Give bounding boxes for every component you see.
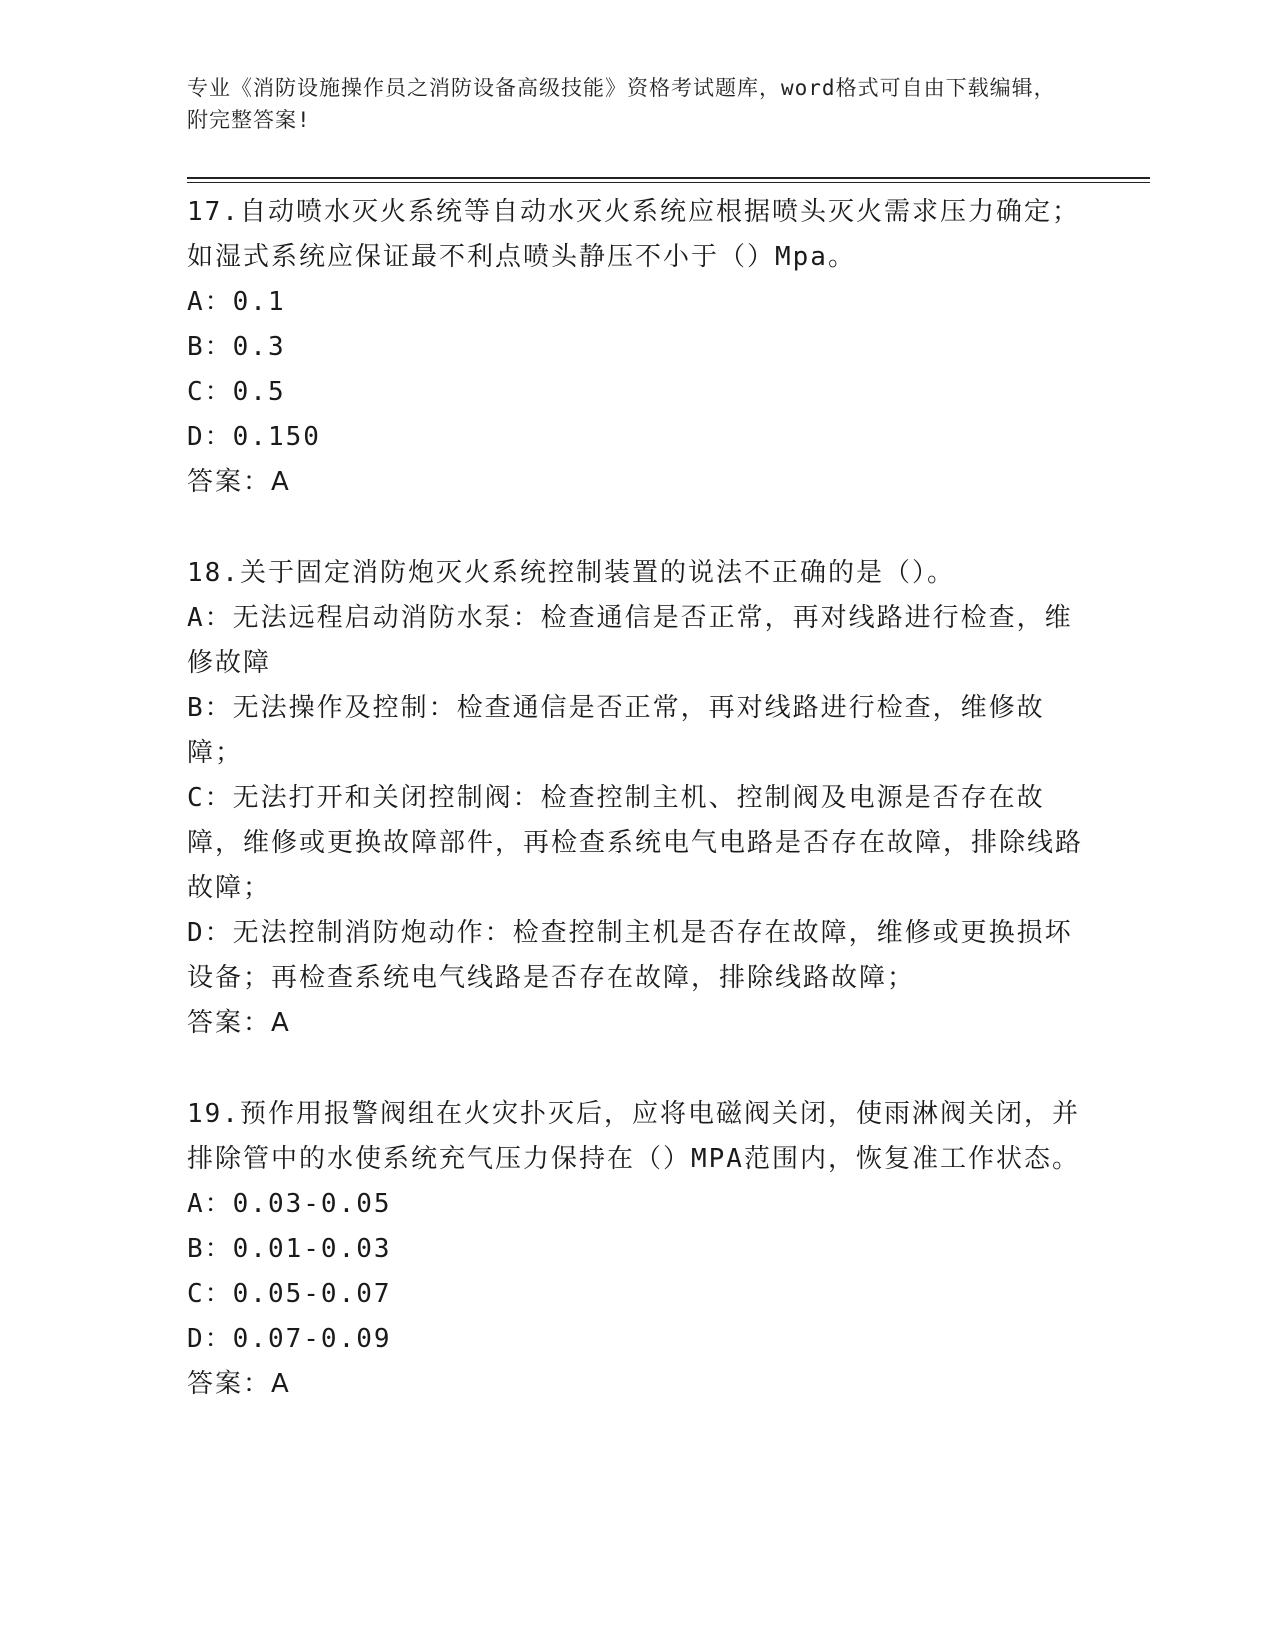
- option-d: D：0.07-0.09: [187, 1324, 392, 1354]
- option-a: A：0.1: [187, 287, 286, 317]
- option-c: C：无法打开和关闭控制阀：检查控制主机、控制阀及电源是否存在故障，维修或更换故障部件，再检查系统电气电路是否存在故障，排除线路故障；: [187, 783, 1084, 903]
- option-b: B：无法操作及控制：检查通信是否正常，再对线路进行检查，维修故障；: [187, 693, 1045, 768]
- option-b: B：0.3: [187, 332, 286, 362]
- option-a: A：无法远程启动消防水泵：检查通信是否正常，再对线路进行检查，维修故障: [187, 603, 1073, 678]
- header-divider-thick: [187, 177, 1150, 179]
- option-b: B：0.01-0.03: [187, 1234, 392, 1264]
- question-stem: 17.自动喷水灭火系统等自动水灭火系统应根据喷头灭火需求压力确定；如湿式系统应保证最不利点喷头静压不小于（）Mpa。: [187, 197, 1080, 272]
- answer: 答案：A: [187, 1369, 291, 1399]
- question-list: [187, 190, 1087, 1453]
- header-divider-thin: [187, 182, 1150, 183]
- option-c: C：0.5: [187, 377, 286, 407]
- option-c: C：0.05-0.07: [187, 1279, 392, 1309]
- document-header: 专业《消防设施操作员之消防设备高级技能》资格考试题库，word格式可自由下载编辑，附完整答案!: [187, 76, 1056, 132]
- question-stem: 18.关于固定消防炮灭火系统控制装置的说法不正确的是（）。: [187, 558, 955, 588]
- question-19: [187, 1092, 1087, 1407]
- question-18: [187, 551, 1087, 1046]
- option-a: A：0.03-0.05: [187, 1189, 392, 1219]
- answer: 答案：A: [187, 1008, 291, 1038]
- question-17: [187, 190, 1087, 505]
- option-d: D：无法控制消防炮动作：检查控制主机是否存在故障，维修或更换损坏设备；再检查系统电气线路是否存在故障，排除线路故障；: [187, 918, 1073, 993]
- question-stem: 19.预作用报警阀组在火灾扑灭后，应将电磁阀关闭，使雨淋阀关闭，并排除管中的水使系统充气压力保持在（）MPA范围内，恢复准工作状态。: [187, 1099, 1080, 1174]
- option-d: D：0.150: [187, 422, 321, 452]
- answer: 答案：A: [187, 467, 291, 497]
